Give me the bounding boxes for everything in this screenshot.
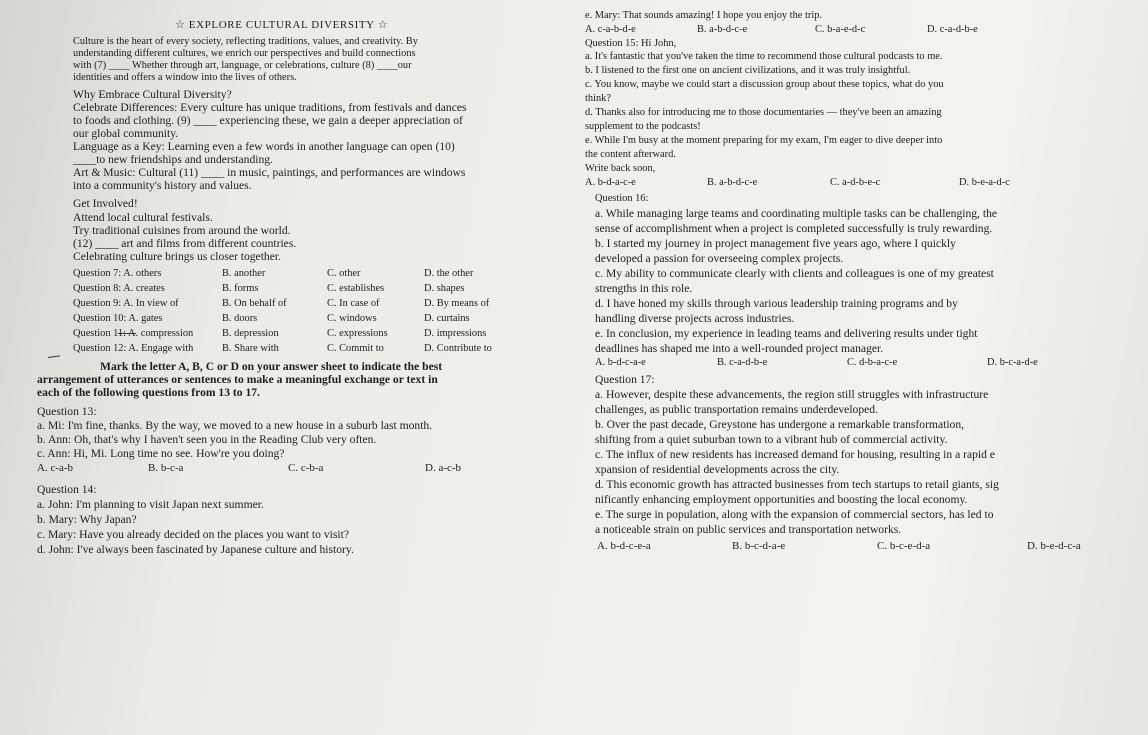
involved-line: Try traditional cuisines from around the world. bbox=[73, 224, 291, 237]
text-line: think? bbox=[585, 93, 611, 104]
text-line: supplement to the podcasts! bbox=[585, 121, 701, 132]
text-line: d. I have honed my skills through various leadership training programs and by bbox=[595, 297, 958, 310]
option-c[interactable]: C. expressions bbox=[327, 328, 388, 339]
text-line: deadlines has shaped me into a well-rounded project manager. bbox=[595, 342, 884, 355]
body-line: Celebrate Differences: Every culture has unique traditions, from festivals and dances bbox=[73, 101, 467, 114]
involved-line: Celebrating culture brings us closer together. bbox=[73, 250, 281, 263]
option-d[interactable]: D. Contribute to bbox=[424, 343, 492, 354]
text-line: sense of accomplishment when a project is completed successfully is truly rewarding. bbox=[595, 222, 993, 235]
instruction-line: Mark the letter A, B, C or D on your answer sheet to indicate the best bbox=[100, 360, 443, 373]
option-b[interactable]: B. b-c-d-a-e bbox=[732, 540, 786, 552]
text-line: challenges, as public transportation remains underdeveloped. bbox=[595, 403, 878, 416]
text-line: Write back soon, bbox=[585, 163, 656, 174]
option-c[interactable]: C. In case of bbox=[327, 298, 380, 309]
intro-line: with (7) ____ Whether through art, language, or celebrations, culture (8) ____our bbox=[73, 60, 412, 71]
text-line: a. It's fantastic that you've taken the time to recommend those cultural podcasts to me. bbox=[585, 51, 943, 62]
body-line: to foods and clothing. (9) ____ experiencing these, we gain a deeper appreciation of bbox=[73, 114, 463, 127]
option-d[interactable]: D. b-e-a-d-c bbox=[959, 177, 1010, 188]
option-b[interactable]: B. another bbox=[222, 268, 266, 279]
utterance-line: c. Mary: Have you already decided on the places you want to visit? bbox=[37, 528, 349, 541]
option-a[interactable]: A. b-d-a-c-e bbox=[585, 177, 636, 188]
text-line: xpansion of residential developments across the city. bbox=[595, 463, 840, 476]
section-heading: Get Involved! bbox=[73, 197, 138, 210]
option-d[interactable]: D. b-e-d-c-a bbox=[1027, 540, 1081, 552]
body-line: ____to new friendships and understanding. bbox=[73, 153, 273, 166]
text-line: e. While I'm busy at the moment preparing for my exam, I'm eager to dive deeper into bbox=[585, 135, 943, 146]
instruction-line: each of the following questions from 13 to 17. bbox=[37, 386, 260, 399]
intro-line: Culture is the heart of every society, reflecting traditions, values, and creativity. By bbox=[73, 36, 418, 47]
option-c[interactable]: C. b-a-e-d-c bbox=[815, 24, 866, 35]
option-d[interactable]: D. shapes bbox=[424, 283, 465, 294]
intro-line: identities and offers a window into the lives of others. bbox=[73, 72, 297, 83]
option-a[interactable]: A. b-d-c-e-a bbox=[597, 540, 651, 552]
text-line: nificantly enhancing employment opportunities and boosting the local economy. bbox=[595, 493, 968, 506]
option-d[interactable]: D. a-c-b bbox=[425, 462, 462, 474]
text-line: c. The influx of new residents has increased demand for housing, resulting in a rapid e bbox=[595, 448, 995, 461]
option-a[interactable]: A. c-a-b-d-e bbox=[585, 24, 636, 35]
option-b[interactable]: B. b-c-a bbox=[148, 462, 184, 474]
option-b[interactable]: B. forms bbox=[222, 283, 259, 294]
utterance-line: c. Ann: Hi, Mi. Long time no see. How're you doing? bbox=[37, 447, 285, 460]
option-d[interactable]: D. impressions bbox=[424, 328, 487, 339]
question-17-title: Question 17: bbox=[595, 373, 655, 386]
utterance-line: e. Mary: That sounds amazing! I hope you enjoy the trip. bbox=[585, 10, 823, 21]
text-line: d. Thanks also for introducing me to those documentaries — they've been an amazing bbox=[585, 107, 942, 118]
option-b[interactable]: B. depression bbox=[222, 328, 279, 339]
option-c[interactable]: C. other bbox=[327, 268, 361, 279]
body-line: Art & Music: Cultural (11) ____ in music, paintings, and performances are windows bbox=[73, 166, 466, 179]
option-b[interactable]: B. a-b-d-c-e bbox=[697, 24, 748, 35]
text-line: c. You know, maybe we could start a discussion group about these topics, what do you bbox=[585, 79, 944, 90]
text-line: d. This economic growth has attracted businesses from tech startups to retail giants, sig bbox=[595, 478, 999, 491]
text-line: shifting from a quiet suburban town to a vibrant hub of commercial activity. bbox=[595, 433, 948, 446]
question-15-title: Question 15: Hi John, bbox=[585, 38, 677, 49]
option-b[interactable]: B. doors bbox=[222, 313, 258, 324]
body-line: Language as a Key: Learning even a few words in another language can open (10) bbox=[73, 140, 455, 153]
option-b[interactable]: B. a-b-d-c-e bbox=[707, 177, 758, 188]
body-line: into a community's history and values. bbox=[73, 179, 252, 192]
option-d[interactable]: D. c-a-d-b-e bbox=[927, 24, 978, 35]
text-line: a noticeable strain on public services and transportation networks. bbox=[595, 523, 902, 536]
option-c[interactable]: C. b-c-e-d-a bbox=[877, 540, 931, 552]
utterance-line: a. Mi: I'm fine, thanks. By the way, we moved to a new house in a suburb last month. bbox=[37, 419, 433, 432]
involved-line: Attend local cultural festivals. bbox=[73, 211, 213, 224]
option-d[interactable]: D. b-c-a-d-e bbox=[987, 357, 1038, 368]
text-line: strengths in this role. bbox=[595, 282, 693, 295]
question-13-title: Question 13: bbox=[37, 405, 97, 418]
option-c[interactable]: C. Commit to bbox=[327, 343, 384, 354]
option-d[interactable]: D. curtains bbox=[424, 313, 470, 324]
option-c[interactable]: C. d-b-a-c-e bbox=[847, 357, 898, 368]
pen-mark bbox=[48, 355, 60, 358]
involved-line: (12) ____ art and films from different countries. bbox=[73, 237, 297, 250]
option-b[interactable]: B. c-a-d-b-e bbox=[717, 357, 768, 368]
utterance-line: b. Mary: Why Japan? bbox=[37, 513, 137, 526]
text-line: the content afterward. bbox=[585, 149, 676, 160]
text-line: handling diverse projects across industries. bbox=[595, 312, 795, 325]
option-c[interactable]: C. c-b-a bbox=[288, 462, 324, 474]
utterance-line: b. Ann: Oh, that's why I haven't seen you in the Reading Club very often. bbox=[37, 433, 377, 446]
option-a[interactable]: A. c-a-b bbox=[37, 462, 74, 474]
option-d[interactable]: D. the other bbox=[424, 268, 474, 279]
question-label: Question 10: A. gates bbox=[73, 313, 163, 324]
question-14-title: Question 14: bbox=[37, 483, 97, 496]
question-label: Question 11: A. compression bbox=[73, 328, 194, 339]
text-line: a. While managing large teams and coordinating multiple tasks can be challenging, the bbox=[595, 207, 998, 220]
pen-mark bbox=[118, 333, 136, 334]
question-label: Question 12: A. Engage with bbox=[73, 343, 194, 354]
question-label: Question 9: A. In view of bbox=[73, 298, 179, 309]
text-line: b. I listened to the first one on ancient civilizations, and it was truly insightful. bbox=[585, 65, 911, 76]
option-c[interactable]: C. establishes bbox=[327, 283, 385, 294]
intro-line: understanding different cultures, we enrich our perspectives and build connections bbox=[73, 48, 416, 59]
text-line: e. In conclusion, my experience in leading teams and delivering results under tight bbox=[595, 327, 978, 340]
text-line: e. The surge in population, along with the expansion of commercial sectors, has led to bbox=[595, 508, 994, 521]
question-label: Question 8: A. creates bbox=[73, 283, 165, 294]
text-line: a. However, despite these advancements, the region still struggles with infrastructure bbox=[595, 388, 989, 401]
utterance-line: a. John: I'm planning to visit Japan next summer. bbox=[37, 498, 264, 511]
text-line: developed a passion for overseeing complex projects. bbox=[595, 252, 844, 265]
option-b[interactable]: B. On behalf of bbox=[222, 298, 287, 309]
option-c[interactable]: C. a-d-b-e-c bbox=[830, 177, 881, 188]
worksheet-title: ☆ EXPLORE CULTURAL DIVERSITY ☆ bbox=[175, 19, 389, 31]
option-b[interactable]: B. Share with bbox=[222, 343, 279, 354]
question-label: Question 7: A. others bbox=[73, 268, 162, 279]
section-heading: Why Embrace Cultural Diversity? bbox=[73, 88, 232, 101]
option-a[interactable]: A. b-d-c-a-e bbox=[595, 357, 646, 368]
text-line: b. I started my journey in project management five years ago, where I quickly bbox=[595, 237, 956, 250]
body-line: our global community. bbox=[73, 127, 179, 140]
option-c[interactable]: C. windows bbox=[327, 313, 377, 324]
instruction-line: arrangement of utterances or sentences to make a meaningful exchange or text in bbox=[37, 373, 438, 386]
utterance-line: d. John: I've always been fascinated by Japanese culture and history. bbox=[37, 543, 354, 556]
text-line: c. My ability to communicate clearly with clients and colleagues is one of my greatest bbox=[595, 267, 994, 280]
option-d[interactable]: D. By means of bbox=[424, 298, 490, 309]
question-16-title: Question 16: bbox=[595, 193, 649, 204]
text-line: b. Over the past decade, Greystone has undergone a remarkable transformation, bbox=[595, 418, 965, 431]
